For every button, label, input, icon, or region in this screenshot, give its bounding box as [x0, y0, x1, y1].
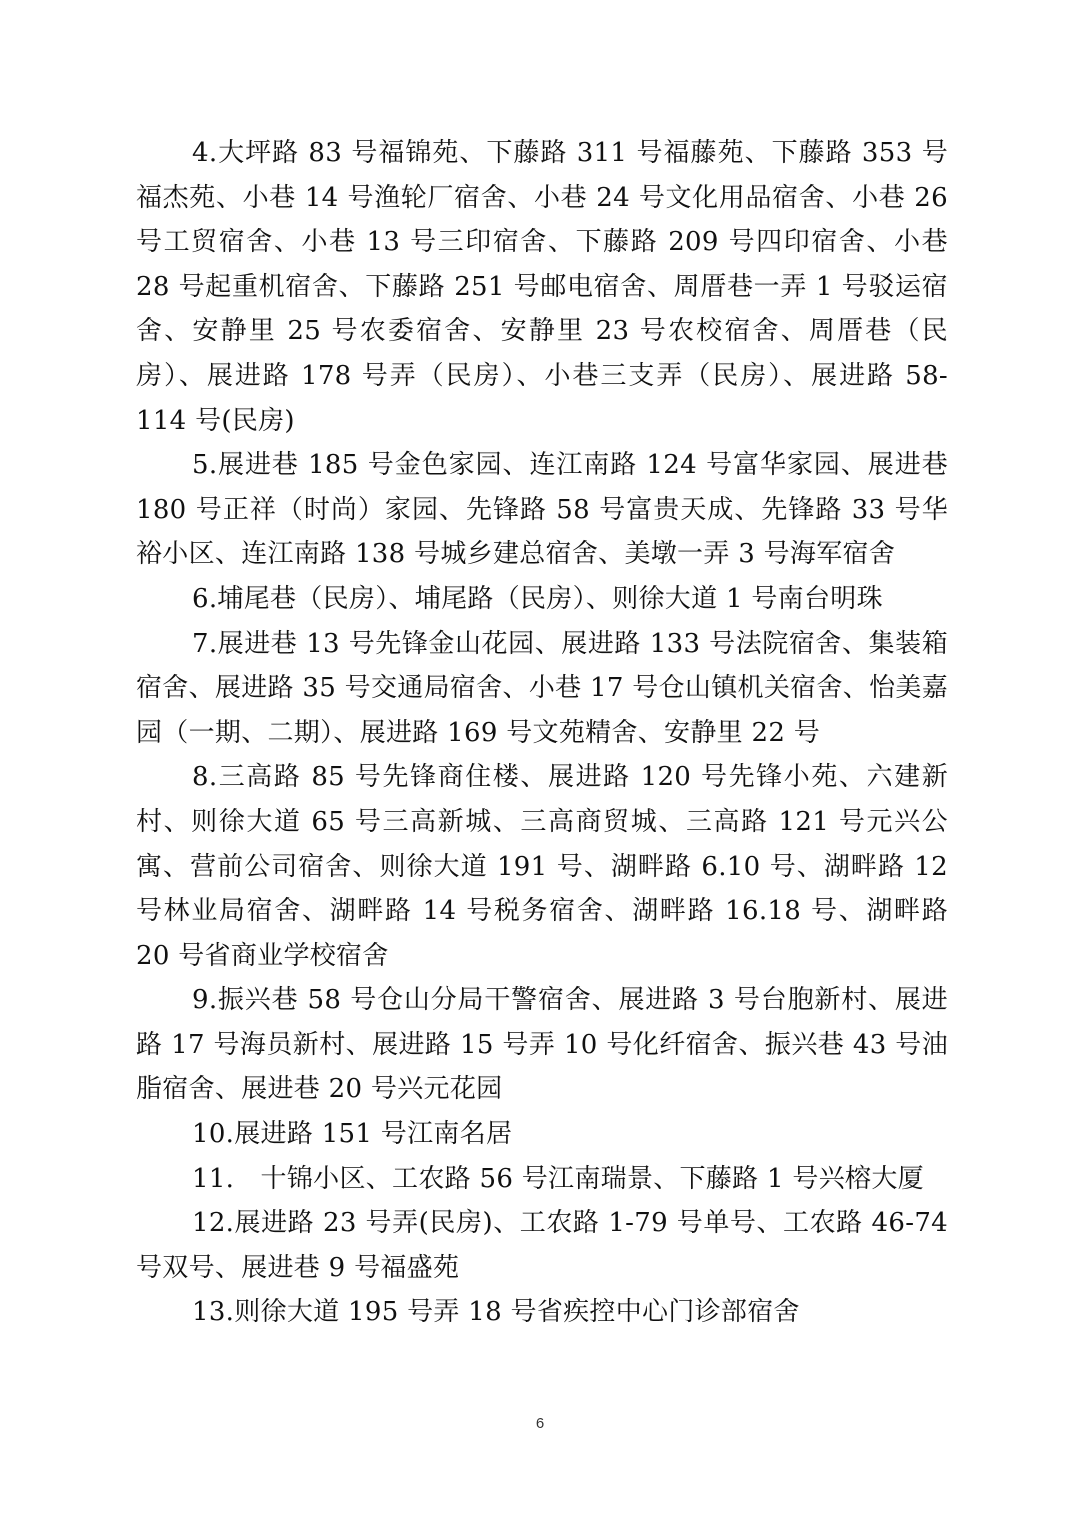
list-item-11: 11. 十锦小区、工农路 56 号江南瑞景、下藤路 1 号兴榕大厦 — [192, 1163, 924, 1194]
document-body — [136, 131, 948, 1335]
list-item-9: 9.振兴巷 58 号仓山分局干警宿舍、展进路 3 号台胞新村、展进路 17 号海员新村、展进路 15 号弄 10 号化纤宿舍、振兴巷 43 号油脂宿舍、展进巷 20 号兴元花园 — [136, 985, 948, 1105]
list-item-13: 13.则徐大道 195 号弄 18 号省疾控中心门诊部宿舍 — [192, 1297, 800, 1328]
list-item-5: 5.展进巷 185 号金色家园、连江南路 124 号富华家园、展进巷 180 号正祥（时尚）家园、先锋路 58 号富贵天成、先锋路 33 号华裕小区、连江南路 138 号城乡建总宿舍、美墩一弄 3 号海军宿舍 — [136, 450, 948, 570]
list-item-7: 7.展进巷 13 号先锋金山花园、展进路 133 号法院宿舍、集装箱宿舍、展进路 35 号交通局宿舍、小巷 17 号仓山镇机关宿舍、怡美嘉园（一期、二期）、展进路 169 号文苑精舍、安静里 22 号 — [136, 628, 948, 748]
list-item-4: 4.大坪路 83 号福锦苑、下藤路 311 号福藤苑、下藤路 353 号福杰苑、小巷 14 号渔轮厂宿舍、小巷 24 号文化用品宿舍、小巷 26 号工贸宿舍、小巷 13 号三印宿舍、下藤路 209 号四印宿舍、小巷 28 号起重机宿舍、下藤路 251 号邮电宿舍、周厝巷一弄 1 号驳运宿舍、安静里 25 号农委宿舍、安静里 23 号农校宿舍、周厝巷（民房）、展进路 178 号弄（民房）、小巷三支弄（民房）、展进路 58-114 号(民房) — [136, 138, 948, 436]
list-item-6: 6.埔尾巷（民房）、埔尾路（民房）、则徐大道 1 号南台明珠 — [192, 583, 883, 614]
list-item-8: 8.三高路 85 号先锋商住楼、展进路 120 号先锋小苑、六建新村、则徐大道 65 号三高新城、三高商贸城、三高路 121 号元兴公寓、营前公司宿舍、则徐大道 191 号、湖畔路 6.10 号、湖畔路 12 号林业局宿舍、湖畔路 14 号税务宿舍、湖畔路 16.18 号、湖畔路 20 号省商业学校宿舍 — [136, 762, 948, 971]
page-number: 6 — [535, 1415, 545, 1432]
list-item-12: 12.展进路 23 号弄(民房)、工农路 1-79 号单号、工农路 46-74 号双号、展进巷 9 号福盛苑 — [136, 1208, 948, 1283]
list-item-10: 10.展进路 151 号江南名居 — [192, 1119, 513, 1150]
